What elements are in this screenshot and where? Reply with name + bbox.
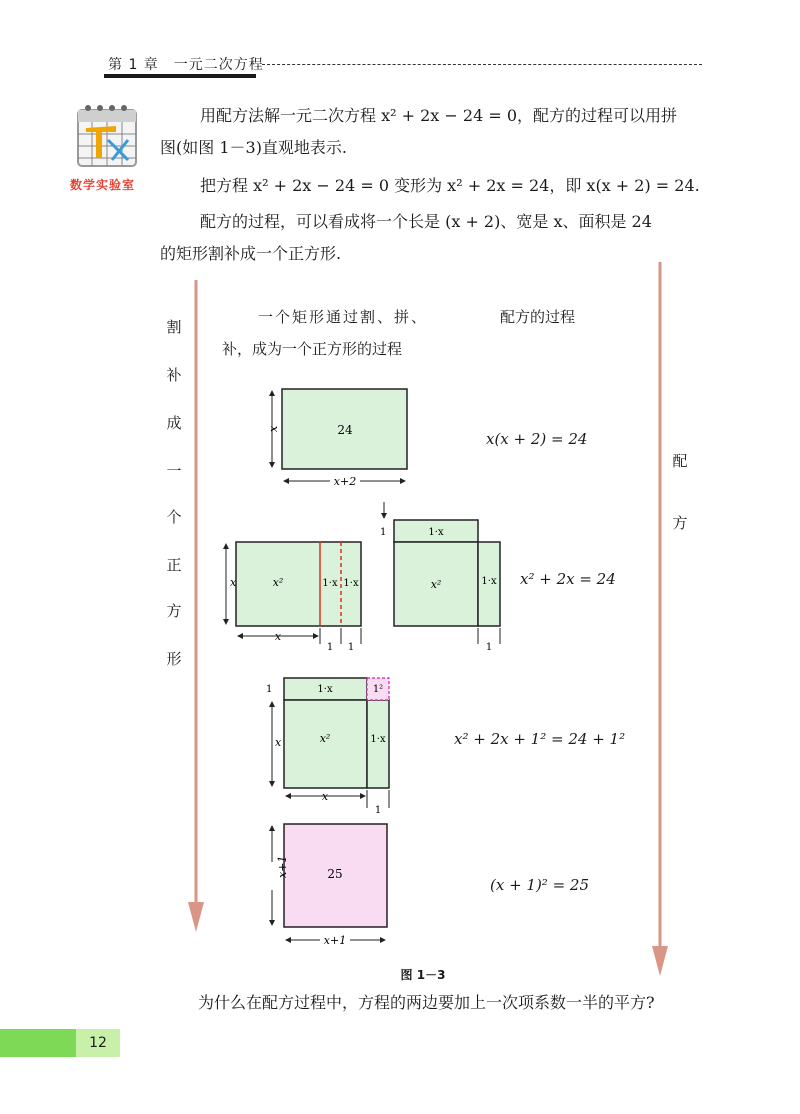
paragraph-3-line-1: 配方的过程，可以看成将一个长是 (x + 2)、宽是 x、面积是 24 <box>200 212 652 231</box>
left-label-char: 个 <box>166 508 182 526</box>
left-label-char: 割 <box>166 318 182 336</box>
diagram-completed-square <box>262 670 394 816</box>
math-lab-label: 数学实验室 <box>70 178 136 192</box>
right-label-char: 配 <box>672 452 688 470</box>
area-label-1x: 1·x <box>481 576 497 587</box>
paragraph-1-line-1: 用配方法解一元二次方程 x² + 2x − 24 = 0，配方的过程可以用拼 <box>200 106 678 125</box>
paragraph-3-line-2: 的矩形割补成一个正方形. <box>160 244 342 263</box>
side-label-x-plus-2: x+2 <box>333 475 357 488</box>
question-text: 为什么在配方过程中，方程的两边要加上一次项系数一半的平方? <box>198 993 655 1012</box>
caption-left-line-1: 一个矩形通过割、拼、 <box>258 308 429 326</box>
area-label-1x: 1·x <box>322 578 338 589</box>
figure-label: 图 1－3 <box>400 968 446 982</box>
left-label-char: 方 <box>166 602 182 620</box>
side-label-1: 1 <box>266 684 273 695</box>
chapter-header: 第 1 章 一元二次方程 <box>108 57 264 73</box>
area-label-x-squared: x² <box>319 732 331 745</box>
left-label-char: 成 <box>166 414 182 432</box>
area-label-x-squared: x² <box>272 576 284 589</box>
header-underline <box>104 74 256 78</box>
area-label-1x: 1·x <box>370 734 386 745</box>
equation-4: (x + 1)² = 25 <box>490 876 590 894</box>
area-label-25: 25 <box>327 867 343 881</box>
area-label-1-squared: 1² <box>372 684 384 695</box>
right-down-arrow <box>650 262 670 982</box>
header-dashed-rule <box>262 64 702 65</box>
side-label-x: x <box>321 790 329 803</box>
area-label-1x: 1·x <box>317 684 333 695</box>
area-label-24: 24 <box>337 423 353 437</box>
math-lab-calendar-icon <box>72 100 144 176</box>
left-label-char: 正 <box>166 556 182 574</box>
left-label-char: 补 <box>166 366 182 384</box>
page-number: 12 <box>76 1029 120 1057</box>
right-label-char: 方 <box>672 514 688 532</box>
equation-2: x² + 2x = 24 <box>520 570 616 588</box>
diagram-rectangle <box>260 384 420 494</box>
side-label-1: 1 <box>326 642 334 652</box>
diagram-cut-rectangle <box>218 532 368 652</box>
side-label-x: x <box>267 425 280 432</box>
equation-1: x(x + 2) = 24 <box>486 430 588 448</box>
side-label-x-plus-1: x+1 <box>323 934 347 947</box>
caption-right: 配方的过程 <box>500 308 576 326</box>
diagram-final-square <box>260 818 400 952</box>
left-down-arrow <box>186 280 206 940</box>
side-label-x: x <box>230 576 237 589</box>
equation-3: x² + 2x + 1² = 24 + 1² <box>454 730 626 748</box>
paragraph-2: 把方程 x² + 2x − 24 = 0 变形为 x² + 2x = 24，即 x(x + 2) = 24. <box>200 176 700 195</box>
paragraph-1-line-2: 图(如图 1－3)直观地表示. <box>160 138 348 157</box>
side-label-x-plus-1: x+1 <box>276 855 289 878</box>
left-label-char: 形 <box>166 650 182 668</box>
side-label-1: 1 <box>380 527 387 538</box>
side-label-1: 1 <box>374 805 382 816</box>
side-label-x: x <box>275 736 282 749</box>
side-label-1: 1 <box>347 642 355 652</box>
diagram-l-shape <box>376 500 506 652</box>
side-label-1: 1 <box>485 642 493 652</box>
area-label-1x: 1·x <box>343 578 359 589</box>
left-label-char: 一 <box>166 462 182 480</box>
side-label-x: x <box>274 630 282 643</box>
area-label-x-squared: x² <box>430 578 442 591</box>
area-label-1x: 1·x <box>428 527 444 538</box>
caption-left-line-2: 补，成为一个正方形的过程 <box>222 340 403 358</box>
